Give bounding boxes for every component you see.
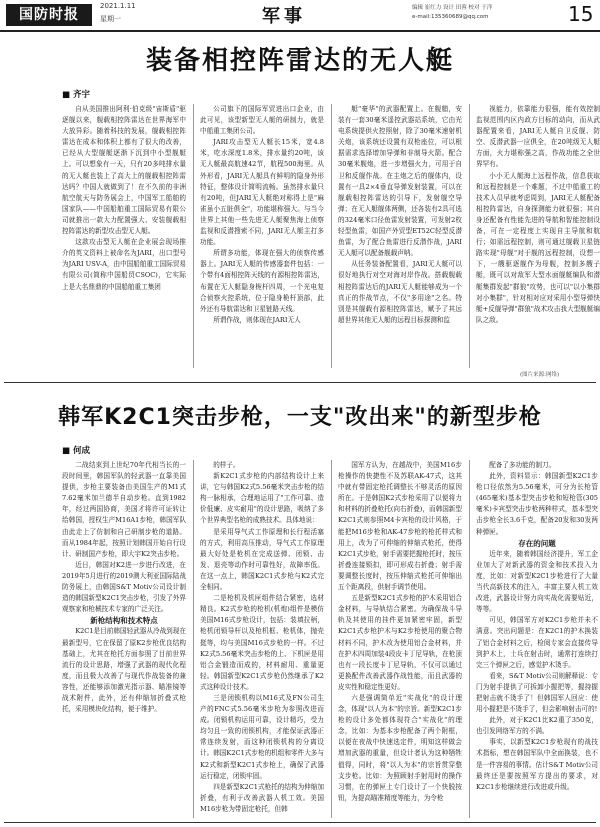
paragraph: 这款攻击型无人艇在企业展会现场推介的英文资料上被命名为JARI，出口型号为JARI USV-A，由中国船舶重工国际贸易有限公司(简称中国船贸CSOC)，它实际上是大名鼎鼎的中国船舶重工集团 (62, 238, 186, 291)
paragraph: 自从美国推出阿利·伯克级"宙斯盾"驱逐舰以来，舰载相控阵雷达在世界海军中大放异彩。随着科技的发展，舰载相控阵雷达在成本和体积上都有了很大的改善，已经从大型舰艇逐渐下沉到中小型舰艇上。可以想象有一天，只有20多吨排水量的无人艇也装上了高大上的舰载相控阵雷达吗？中国人就做到了！在不久前的非洲航空航天与防务展会上，中国军工船舶的国家队——中国船舶重工国际贸易有限公司就推出一款大力配置强大、安装舰载相控阵雷达的新型攻击型无人艇。 (62, 105, 186, 236)
editor-credits: 编辑 崔红力 设计 田蓉 校对 于洋 (412, 5, 493, 11)
paragraph: 新K2C1式步枪的内部结构设计上来讲，它与韩国K2式5.56毫米突击步枪的结构一脉相承，合理地运用了"工作可靠、造价低廉、皮实耐用"的设计思路，吸纳了多个世界典型名枪的成熟技术。具体地说： (200, 472, 324, 525)
section-title: 军事 (262, 6, 306, 27)
paragraph: 二战结束到上世纪70年代相当长的一段时间里，韩国军队的轻武器一直靠美国提供，步枪主要装备由美国生产的M1式7.62毫米加兰德半自动步枪。直到1982年，经过两国协商，美国才将许可证转让给韩国，授权生产M16A1步枪，韩国军队由此走上了仿制和自己研制步枪的道路。而从1984年起，按照计划韩国开始自行设计、研制国产步枪，即大宇K2突击步枪。 (62, 461, 186, 558)
paragraph: 四是新型K2C1式枪托的结构为伸缩加折叠，有利于改善武器人机工效。美国M16步枪为带固定枪托，但韩 (200, 782, 324, 813)
page-bottom-rule (4, 822, 596, 823)
paragraph: 可见，韩国军方对K2C1步枪并未不满意。突出问题是：在K2C1的护木换装了铝合金材料之后，检阅专家会直接传导到护木上，士兵在射击时，通常打连续打完三个弹匣之后，感觉护木烫手。 (476, 616, 598, 669)
article2-column-4 (476, 460, 598, 820)
paragraph: 视能力，依靠能力很强，能有效控制监视范围内区内政方目标的动向，而从武器配置来看，JARI无人艇自卫反舰、防空、反潜武器一应俱全，在20吨级无人艇方面，火力堪称强之高，作战功能之全世界罕有。 (476, 105, 600, 169)
article1-column-1 (62, 104, 186, 372)
paragraph: 所谓作战，则体现在JARI无人 (213, 315, 301, 324)
paragraph: JARI攻击型无人艇长15米，宽4.8米，吃水深度1.8米，排水量约20吨，该无人艇最高航速42节，航程500海里。从外形看，JARI无人艇具有鲜明的隐身外形特征，整体设计简明流畅。虽然排水量只有20吨，但JARI无人艇绝对称得上是"麻雀虽小五脏俱全"，功能堪称强大。与当今世界上其他一些先进无人艇聚焦海上侦察监视和反潜搜索不同，JARI无人艇主打多功能。 (200, 138, 324, 247)
header-divider (0, 30, 600, 32)
column-divider (331, 460, 332, 818)
paragraph: 事实，以新型K2C1步枪现有的战技术指标，想在韩国军队中全面换装，也不是一件容易的事情。估计S&T Motiv公司最终还是要按照军方提出的要求，对K2C1步枪继续进行改进或升级。 (476, 738, 598, 791)
paragraph: 二是枪机及机匣组件结合紧密，选材精良。K2式步枪的枪机(机炮)组件是模仿美国M16式步枪设计，包括：装填拉柄，枪机闭锁导杆以及枪机框、枪机体，抛壳挺等，均与美国M16式步枪的一样。不过K2式5.56毫米突击步枪的上、下机匣是用铝合金锻造而成的，材料耐用、重量更轻。韩国新型K2C1式步枪仍然继承了K2式这种设计技术。 (200, 594, 324, 691)
paragraph: 三是闭锁机构以M16式及FN公司生产的FNC式5.56毫米步枪为参照改进而成。闭锁机构运用可靠，设计精巧，受力均匀且一致的闭锁机构，才能保证武器正常连续发射，而这种闭锁机构的分离设计。韩国K2C1式步枪的机组和零件大多与K2式和新型K2C1式步枪上，确保了武器运行稳定，闭锁牢固。 (200, 693, 324, 780)
column-divider (469, 104, 470, 368)
paragraph: 此外，对于K2C1比K2重了350克，也引发网络军方的不满。 (476, 716, 598, 736)
paragraph: 国军方认为，在越战中，美国M16步枪操作的快捷性不及苏联AK-47式，这其中就有带固定枪托调整长不够灵活的原因所在。于是韩国K2式步枪采用了以便将力和材料的折叠枪托(向右折叠)，而韩国新型K2C1式则参照M4卡宾枪的设计风格，于能把M16步枪和AK-47步枪的枪托样式和用上，改为了可伸缩的伸缩式枪托，使得K2C1式步枪，射手需要把握枪托时，按压折叠连接锁扣，即可形成右折叠；射手需要调整长度时，按压伸缩式枪托可伸缩出五个距离段，供射手调节使用。 (338, 461, 462, 592)
article2-column-2 (200, 460, 324, 820)
article1-title: 装备相控阵雷达的无人艇 (145, 46, 454, 76)
column-divider (193, 104, 194, 368)
paragraph: 六是强调简单近"实战化"的设计理念，体现"以人为本"的宗旨。新型K2C1步枪的设计多处都体现符合"实战化"的理念，比如：为基本步枪配备了两个附框，以便在夜战中快速选定件，明知这样做会增加武器的重量，但设计者认为这种牺牲值得，同时，将"以人为本"的宗旨贯穿整支步枪。比如：为照顾射手射用时的操作习惯，在的弹匣上专门设计了一个快脱按钮，为提高瞄准精度等能力，为令枪 (338, 693, 462, 802)
paragraph: 是采用导气式工作原理和长行程活塞的方式，利用高压推动，导气式工作原理最大好处是枪机在完成送弹、闭锁、击发、退壳等动作时可靠性好，故障率低。在这一点上，韩国K2C1式步枪与K2式完全相同。 (200, 527, 324, 592)
publication-date: 2021.1.11 (100, 2, 136, 10)
newspaper-logo: 国防时报 (6, 4, 92, 26)
masthead (0, 0, 600, 34)
paragraph: 配备了多功能的制刀。 (489, 461, 556, 469)
article1-column-4 (476, 104, 600, 366)
paragraph: 艇"豪华"的武器配置上。在舰艏，安装有一套30毫米遥控武器站系统，它由光电系统提供火控照射，除了30毫米速射机关炮，该系统还设置有双枪座位，可以根据需求选择增加导弹和非制导火箭。配合30毫米舰炮，进一步增强火力，可用于自卫和反舰作战。在主炮之后的舰体内，设置有一具2×4垂直导弹发射装置，可以在舰载相控阵雷达的引导下，发射舰空导弹；在无人艇舰体两侧，还各装有2具可选的324毫米口径鱼雷发射装置，可发射2枚轻型鱼雷，如国产外贸型ET52C轻型反潜鱼雷，为了配合鱼雷进行反潜作战，JARI无人艇可以配备舰载声呐。 (338, 105, 462, 258)
column-divider (469, 460, 470, 818)
subheading: 新枪结构和技术特点 (90, 616, 158, 626)
publication-weekday: 星期一 (100, 15, 121, 23)
paragraph: 近日，韩国对K2进一步进行改进，在2019年5月进行的2019测大利亚国际陆战防务展上，由韩国S&T Motiv公司设计制造的韩国新型K2C1突击步枪，引发了外界观察家和枪械技术专家的广泛关注。 (62, 560, 186, 614)
page-number: 15 (568, 2, 594, 26)
article1-column-2 (200, 104, 324, 372)
image-credit: (图片来源:网络) (520, 372, 560, 378)
article1-column-3 (338, 104, 462, 372)
paragraph: 近年来，随着韩国经济提升，军工企业加大了对新武器的资金和技术投入力度，比如：对新型K2C1步枪进行了大量当代高新技术的注入，丰富主要人机工效改进，武器设计努力向实战化需要贴近，等等。 (476, 549, 598, 614)
column-divider (193, 460, 194, 818)
column-divider (331, 104, 332, 368)
article2-column-1 (62, 460, 186, 820)
paragraph: 所谓多功能，体现在强大的侦察传感器上。JARI无人艇的传感器套件包括：一个带有4面相控阵天线的有源相控阵雷达，布置在无人艇隐身桅杆四周，一个光电复合侦察火控系统，位于隐身桅杆顶部，此外还有导航雷达和卫星链路天线。 (200, 249, 324, 313)
article-divider (4, 382, 596, 383)
paragraph: 此外，资料显示：韩国新型K2C1步枪口径依然为5.56毫米，可分为长枪管(465毫米)基本型突击步枪和短枪管(305毫米)卡宾型突击步枪两种样式，基本型突击步枪全长3.6千克，配备20发和30发两种弹匣。 (476, 472, 598, 536)
paragraph: K2C1是目前韩国轻武器从冷战到现在最新型号，它在保留了原K2步枪优良结构基础上，尤其在枪托方面参照了目前世界流行的设计思路，增强了武器的现代化程度，而且极大改善了与现代作战装备的兼容性，还能够添加激光指示器、瞄准镜等战术附件，此外，还有伸缩加折叠式枪托，采用模块化结构，便于维护。 (62, 627, 186, 714)
article1-byline: ■ 齐宇 (62, 90, 90, 100)
paragraph: 的样子。 (213, 461, 240, 469)
editor-email: e-mail:135360689@qq.com (412, 14, 489, 20)
paragraph: 看来，S&T Motiv公司则解释说：专门为射手提供了可拆卸小握把等，握持握把射击就不烫手了！但韩国军人回应：使用小握把是不烫手了，但会影响射击可的! (476, 671, 598, 714)
article2-column-3 (338, 460, 462, 820)
article2-byline: ■ 何成 (62, 446, 90, 456)
subheading: 存在的问题 (518, 538, 556, 548)
article2-title: 韩军K2C1突击步枪，一支"改出来"的新型步枪 (58, 405, 542, 430)
paragraph: 五是新型K2C1式步枪的护木采用铝合金材料，与导轨结合紧密。为确保战斗导轨及其使用的挂件更加紧密牢固，新型K2C1式步枪护木与K2步枪使用的聚合物材料不同，护木改为使用铝合金材料，并在护木四周加装4段皮卡丁尼导轨，在枪顶也有一段长度卡丁尼导轨，不仅可以通过更换配件改善武器作战性能，而且武器的皮实性和稳定性更好。 (338, 594, 462, 691)
paragraph: 小小无人艇海上远程作战，信息获取和远程控制是一个难题，不过中船重工的技术人员早就考虑周到，JARI无人艇配备相控阵雷达，自身探测能力就很强；其自身还配备有性能先进的导航和智能控制设备，可在一定程度上实现自主导航和航行；如需远程控制，则可通过舰载卫星链路实现"母舰"对于舰的远程控制，设想一下，一艘驱逐舰作为母舰，控制多艘子艇，既可以对敌军大型水面舰艇编队和潜艇集群发起"群狼"攻势，也可以"以小集群对小集群"，针对相对应对采用小型导弹快艇+反舰导弹"群狼"战术攻击我大型舰艇编队之敌。 (476, 171, 600, 324)
paragraph: 公司旗下的国际军贸进出口企业，由此可见，该型新型无人艇的研制力，就是中船重工集团公司。 (200, 105, 324, 136)
paragraph: 从任务装备配置看，JARI无人艇可以很好地执行对空对海对岸作战。搭载舰载相控阵雷达后的JARI无人艇能够成为一个真正的作战节点，不仅"多用途"之名。特别是其舰载有源相控阵雷达，赋予了其远超世界其他无人艇的远程目标探测和监 (338, 260, 462, 324)
